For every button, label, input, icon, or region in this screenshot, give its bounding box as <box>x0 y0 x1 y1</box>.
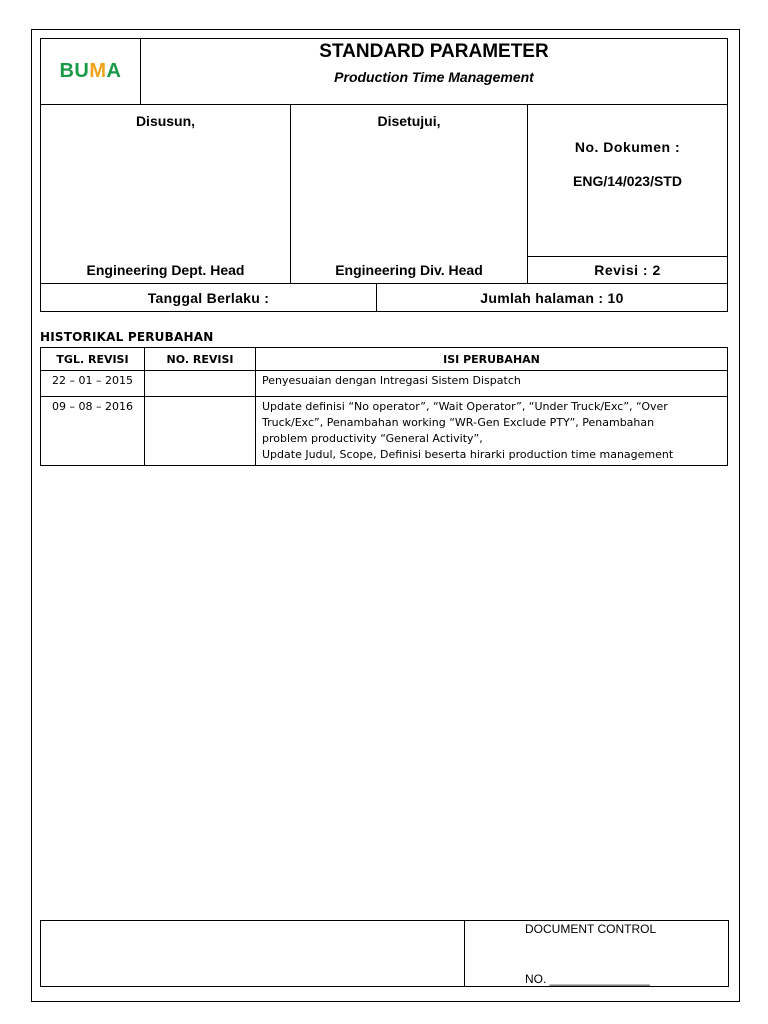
effective-date-cell <box>41 284 377 312</box>
buma-logo: BUMA <box>59 60 122 82</box>
content-line: problem productivity “General Activity”, <box>262 432 483 445</box>
table-row <box>41 371 728 397</box>
table-row <box>41 397 728 466</box>
doc-number-label: No. Dokumen : <box>574 139 681 155</box>
document-control-cell <box>465 921 729 987</box>
page-count: Jumlah halaman : 10 <box>480 289 624 306</box>
approved-role: Engineering Div. Head <box>335 262 483 278</box>
validity-block <box>40 283 728 312</box>
revision-number <box>145 397 256 466</box>
column-header: NO. REVISI <box>145 348 256 371</box>
document-subtitle: Production Time Management <box>334 69 534 85</box>
revision-date: 09 – 08 – 2016 <box>41 397 145 466</box>
prepared-label: Disusun, <box>135 113 196 129</box>
approved-label: Disetujui, <box>377 113 441 129</box>
approval-block <box>40 104 728 284</box>
footer-blank-cell <box>41 921 465 987</box>
revision-history-table <box>40 347 728 466</box>
content-line: Penyesuaian dengan Intregasi Sistem Dispatch <box>262 374 521 387</box>
prepared-role: Engineering Dept. Head <box>86 262 245 278</box>
content-line: Update Judul, Scope, Definisi beserta hirarki production time management <box>262 448 674 461</box>
history-title: HISTORIKAL PERUBAHAN <box>40 330 214 344</box>
page-count-cell <box>377 284 728 312</box>
title-cell <box>141 39 728 105</box>
revision-cell <box>528 257 728 284</box>
document-control-footer <box>40 920 729 987</box>
revision: Revisi : 2 <box>594 262 661 278</box>
revision-number <box>145 371 256 397</box>
document-control-number: NO. _______________ <box>525 972 650 986</box>
logo-cell <box>41 39 141 105</box>
document-control-label: DOCUMENT CONTROL <box>525 922 657 936</box>
revision-content <box>256 371 728 397</box>
doc-number: ENG/14/023/STD <box>573 173 682 189</box>
approved-cell <box>291 105 528 284</box>
table-header-row <box>41 348 728 371</box>
revision-content <box>256 397 728 466</box>
effective-date: Tanggal Berlaku : <box>147 289 270 306</box>
document-header <box>40 38 728 105</box>
prepared-cell <box>41 105 291 284</box>
doc-number-cell <box>528 105 728 257</box>
column-header: TGL. REVISI <box>41 348 145 371</box>
content-line: Truck/Exc”, Penambahan working “WR-Gen Exclude PTY”, Penambahan <box>262 416 655 429</box>
document-title: STANDARD PARAMETER <box>319 41 549 62</box>
column-header: ISI PERUBAHAN <box>256 348 728 371</box>
content-line: Update definisi “No operator”, “Wait Operator”, “Under Truck/Exc”, “Over <box>262 400 668 413</box>
revision-date: 22 – 01 – 2015 <box>41 371 145 397</box>
